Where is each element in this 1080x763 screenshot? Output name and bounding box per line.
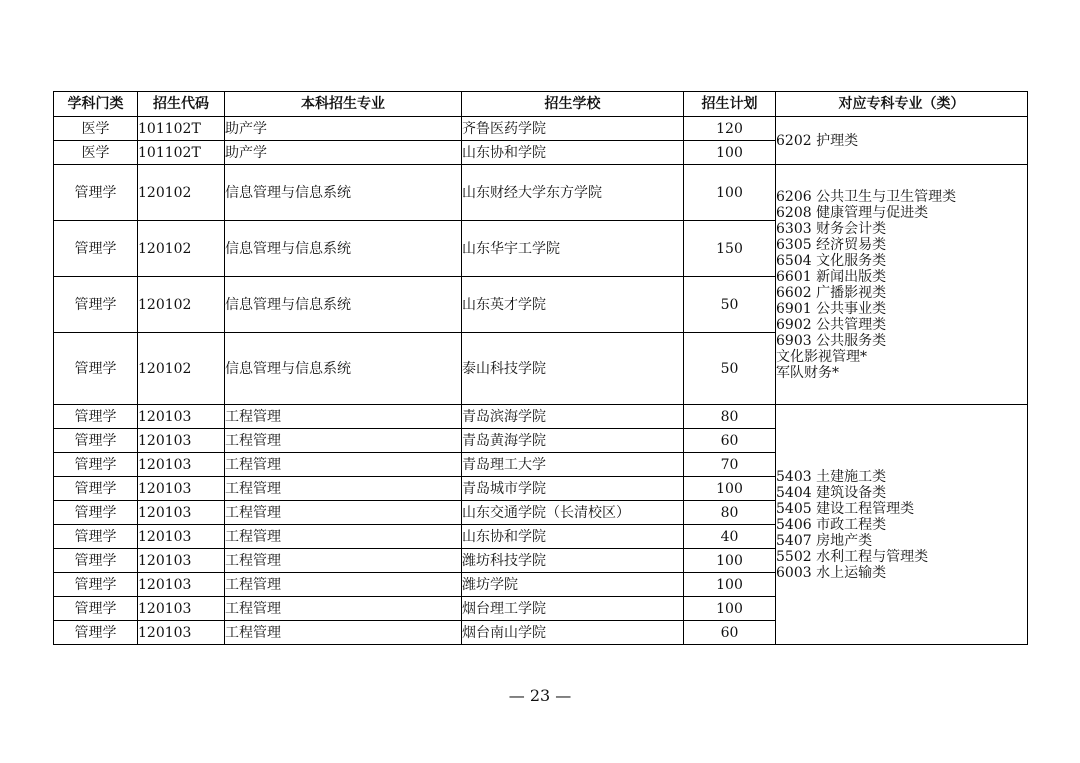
cell-school: 山东财经大学东方学院	[462, 165, 684, 221]
cell-major: 信息管理与信息系统	[225, 277, 462, 333]
header-code: 招生代码	[138, 92, 225, 117]
cell-category: 管理学	[54, 429, 138, 453]
cell-plan: 120	[684, 117, 776, 141]
cell-code: 120102	[138, 277, 225, 333]
table-row	[54, 405, 1028, 429]
cell-plan: 100	[684, 165, 776, 221]
cell-code: 120103	[138, 525, 225, 549]
table-row	[54, 117, 1028, 141]
merged-line: 5407 房地产类	[776, 532, 873, 549]
merged-line: 5406 市政工程类	[776, 516, 887, 533]
cell-category: 管理学	[54, 221, 138, 277]
merged-line: 5404 建筑设备类	[776, 484, 887, 501]
cell-category: 管理学	[54, 165, 138, 221]
cell-category: 管理学	[54, 453, 138, 477]
cell-school: 潍坊科技学院	[462, 549, 684, 573]
cell-plan: 100	[684, 597, 776, 621]
header-plan: 招生计划	[684, 92, 776, 117]
header-corresponding-majors: 对应专科专业（类）	[776, 92, 1028, 117]
cell-code: 120103	[138, 573, 225, 597]
merged-line: 6206 公共卫生与卫生管理类	[776, 188, 957, 205]
cell-school: 山东协和学院	[462, 525, 684, 549]
cell-major: 工程管理	[225, 429, 462, 453]
merged-line: 6602 广播影视类	[776, 284, 887, 301]
merged-line: 6902 公共管理类	[776, 316, 887, 333]
cell-code: 120102	[138, 165, 225, 221]
header-school: 招生学校	[462, 92, 684, 117]
cell-plan: 100	[684, 477, 776, 501]
cell-code: 120103	[138, 501, 225, 525]
cell-major: 工程管理	[225, 597, 462, 621]
cell-plan: 100	[684, 549, 776, 573]
merged-line: 6208 健康管理与促进类	[776, 204, 929, 221]
merged-line: 6202 护理类	[776, 132, 859, 149]
cell-plan: 80	[684, 405, 776, 429]
merged-cell-group-1	[776, 117, 1028, 165]
cell-major: 信息管理与信息系统	[225, 333, 462, 405]
cell-code: 120103	[138, 621, 225, 645]
header-major: 本科招生专业	[225, 92, 462, 117]
cell-major: 工程管理	[225, 573, 462, 597]
cell-major: 工程管理	[225, 549, 462, 573]
cell-major: 工程管理	[225, 621, 462, 645]
cell-code: 120103	[138, 453, 225, 477]
cell-major: 工程管理	[225, 525, 462, 549]
cell-category: 管理学	[54, 477, 138, 501]
cell-code: 120102	[138, 333, 225, 405]
merged-cell-group-2	[776, 165, 1028, 405]
merged-line: 6903 公共服务类	[776, 332, 887, 349]
merged-line: 6901 公共事业类	[776, 300, 887, 317]
cell-plan: 100	[684, 141, 776, 165]
cell-major: 工程管理	[225, 453, 462, 477]
cell-plan: 70	[684, 453, 776, 477]
cell-code: 120102	[138, 221, 225, 277]
cell-category: 管理学	[54, 405, 138, 429]
cell-major: 工程管理	[225, 405, 462, 429]
cell-school: 烟台南山学院	[462, 621, 684, 645]
cell-category: 管理学	[54, 525, 138, 549]
cell-category: 管理学	[54, 597, 138, 621]
cell-category: 管理学	[54, 549, 138, 573]
merged-line: 6303 财务会计类	[776, 220, 887, 237]
cell-category: 管理学	[54, 573, 138, 597]
merged-line: 军队财务*	[776, 364, 839, 381]
merged-line: 5405 建设工程管理类	[776, 500, 915, 517]
cell-school: 潍坊学院	[462, 573, 684, 597]
cell-plan: 60	[684, 429, 776, 453]
cell-category: 医学	[54, 117, 138, 141]
cell-plan: 40	[684, 525, 776, 549]
cell-school: 山东华宇工学院	[462, 221, 684, 277]
cell-plan: 100	[684, 573, 776, 597]
cell-code: 120103	[138, 477, 225, 501]
cell-major: 工程管理	[225, 501, 462, 525]
cell-plan: 60	[684, 621, 776, 645]
header-category: 学科门类	[54, 92, 138, 117]
cell-plan: 50	[684, 333, 776, 405]
cell-school: 青岛黄海学院	[462, 429, 684, 453]
cell-category: 医学	[54, 141, 138, 165]
cell-major: 工程管理	[225, 477, 462, 501]
merged-line: 6504 文化服务类	[776, 252, 887, 269]
merged-cell-group-3	[776, 405, 1028, 645]
cell-plan: 150	[684, 221, 776, 277]
cell-code: 120103	[138, 429, 225, 453]
cell-major: 助产学	[225, 117, 462, 141]
cell-major: 助产学	[225, 141, 462, 165]
cell-category: 管理学	[54, 277, 138, 333]
cell-school: 青岛城市学院	[462, 477, 684, 501]
cell-code: 120103	[138, 549, 225, 573]
cell-code: 101102T	[138, 141, 225, 165]
cell-school: 烟台理工学院	[462, 597, 684, 621]
cell-code: 120103	[138, 405, 225, 429]
table-row	[54, 165, 1028, 221]
cell-school: 山东交通学院（长清校区）	[462, 501, 684, 525]
cell-school: 山东协和学院	[462, 141, 684, 165]
page-number: — 23 —	[508, 686, 572, 705]
cell-school: 青岛滨海学院	[462, 405, 684, 429]
cell-category: 管理学	[54, 621, 138, 645]
cell-school: 齐鲁医药学院	[462, 117, 684, 141]
cell-plan: 80	[684, 501, 776, 525]
cell-category: 管理学	[54, 333, 138, 405]
merged-line: 6003 水上运输类	[776, 564, 887, 581]
merged-line: 6305 经济贸易类	[776, 236, 887, 253]
enrollment-table	[53, 91, 1028, 645]
cell-plan: 50	[684, 277, 776, 333]
cell-major: 信息管理与信息系统	[225, 165, 462, 221]
cell-code: 101102T	[138, 117, 225, 141]
cell-school: 泰山科技学院	[462, 333, 684, 405]
cell-school: 山东英才学院	[462, 277, 684, 333]
merged-line: 5403 土建施工类	[776, 468, 887, 485]
cell-school: 青岛理工大学	[462, 453, 684, 477]
merged-line: 6601 新闻出版类	[776, 268, 887, 285]
merged-line: 文化影视管理*	[776, 348, 867, 365]
cell-code: 120103	[138, 597, 225, 621]
cell-category: 管理学	[54, 501, 138, 525]
cell-major: 信息管理与信息系统	[225, 221, 462, 277]
merged-line: 5502 水利工程与管理类	[776, 548, 929, 565]
table-header-row	[54, 92, 1028, 117]
